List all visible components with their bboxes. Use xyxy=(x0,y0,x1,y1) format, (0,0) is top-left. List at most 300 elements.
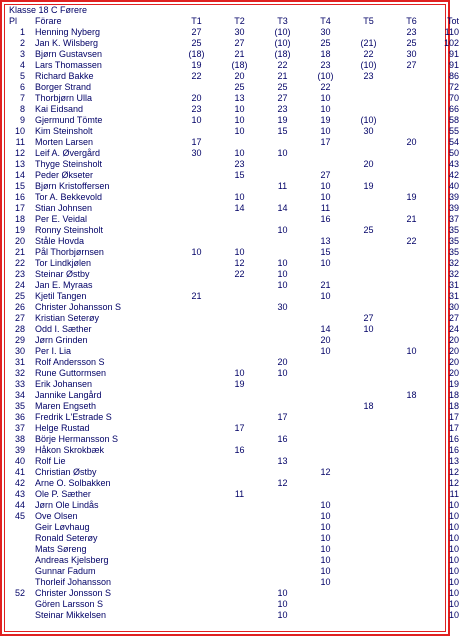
place-cell: 1 xyxy=(19,27,25,37)
t5-cell xyxy=(347,269,390,280)
t6-cell: 27 xyxy=(406,60,417,70)
table-row xyxy=(5,170,464,181)
place-cell: 52 xyxy=(14,588,25,598)
total-cell: 20 xyxy=(448,346,459,356)
place-cell xyxy=(5,566,25,577)
place-cell: 38 xyxy=(14,434,25,444)
t6-cell xyxy=(390,577,433,588)
table-row xyxy=(5,93,464,104)
t3-cell: 10 xyxy=(277,368,288,378)
t2-cell xyxy=(218,588,261,599)
place-cell: 21 xyxy=(14,247,25,257)
t5-cell xyxy=(347,445,390,456)
t3-cell: 10 xyxy=(277,225,288,235)
t3-cell: 10 xyxy=(277,610,288,620)
t2-cell xyxy=(218,544,261,555)
table-row xyxy=(5,291,464,302)
t5-cell: 22 xyxy=(363,49,374,59)
place-cell xyxy=(5,577,25,588)
total-cell: 10 xyxy=(448,555,459,565)
t2-cell xyxy=(218,302,261,313)
results-table xyxy=(5,16,464,621)
t6-cell xyxy=(390,258,433,269)
t5-cell xyxy=(347,203,390,214)
driver-name-cell: Thyge Steinsholt xyxy=(35,159,103,169)
place-cell: 15 xyxy=(14,181,25,191)
place-cell: 30 xyxy=(14,346,25,356)
table-row xyxy=(5,522,464,533)
driver-name-cell: Thorbjørn Ulla xyxy=(35,93,93,103)
table-row xyxy=(5,401,464,412)
t2-cell: 14 xyxy=(234,203,245,213)
t4-cell: 10 xyxy=(320,533,331,543)
t1-cell xyxy=(175,577,218,588)
t2-cell: 25 xyxy=(234,82,245,92)
total-cell: 91 xyxy=(448,49,459,59)
place-cell: 13 xyxy=(14,159,25,169)
table-row xyxy=(5,27,464,38)
results-document xyxy=(5,5,459,621)
t6-cell: 30 xyxy=(406,49,417,59)
t6-cell xyxy=(390,280,433,291)
place-cell: 37 xyxy=(14,423,25,433)
t1-cell xyxy=(175,544,218,555)
t2-cell: 10 xyxy=(234,104,245,114)
t5-cell xyxy=(347,236,390,247)
total-cell: 10 xyxy=(448,566,459,576)
t3-cell xyxy=(261,346,304,357)
t3-cell xyxy=(261,467,304,478)
driver-name-cell: Kai Eidsand xyxy=(35,104,84,114)
t1-cell xyxy=(175,445,218,456)
driver-name-cell: Christer Jonsson S xyxy=(35,588,112,598)
t1-cell xyxy=(175,170,218,181)
t5-cell xyxy=(347,82,390,93)
t4-cell xyxy=(304,148,347,159)
t3-cell: 14 xyxy=(277,203,288,213)
t4-cell xyxy=(304,478,347,489)
t1-cell xyxy=(175,357,218,368)
table-row xyxy=(5,566,464,577)
place-cell: 22 xyxy=(14,258,25,268)
place-cell: 40 xyxy=(14,456,25,466)
t3-cell xyxy=(261,159,304,170)
t6-cell xyxy=(390,445,433,456)
t6-cell xyxy=(390,555,433,566)
t4-cell: 16 xyxy=(320,214,331,224)
t4-cell xyxy=(304,489,347,500)
t1-cell xyxy=(175,82,218,93)
t4-cell xyxy=(304,302,347,313)
t3-cell xyxy=(261,500,304,511)
t5-cell: (21) xyxy=(360,38,377,48)
place-cell: 11 xyxy=(15,137,25,147)
t3-cell: 16 xyxy=(277,434,288,444)
t5-cell xyxy=(347,291,390,302)
total-cell: 54 xyxy=(448,137,459,147)
table-row xyxy=(5,434,464,445)
t5-cell xyxy=(347,467,390,478)
t6-cell: 20 xyxy=(406,137,417,147)
table-row xyxy=(5,49,464,60)
total-cell: 72 xyxy=(448,82,459,92)
t6-cell: 21 xyxy=(406,214,417,224)
place-cell: 4 xyxy=(19,60,25,70)
t6-cell xyxy=(390,401,433,412)
t6-cell xyxy=(390,511,433,522)
t5-cell xyxy=(347,280,390,291)
t1-cell xyxy=(175,192,218,203)
t4-cell xyxy=(304,599,347,610)
total-cell: 20 xyxy=(448,368,459,378)
driver-name-cell: Helge Rustad xyxy=(35,423,90,433)
t2-cell: 12 xyxy=(234,258,245,268)
driver-name-cell: Steinar Østby xyxy=(35,269,90,279)
place-cell: 8 xyxy=(19,104,25,114)
place-cell xyxy=(5,599,25,610)
table-row xyxy=(5,38,464,49)
table-row xyxy=(5,412,464,423)
t3-cell xyxy=(261,192,304,203)
driver-name-cell: Ove Olsen xyxy=(35,511,78,521)
t2-cell xyxy=(218,291,261,302)
table-row xyxy=(5,456,464,467)
t2-cell: 10 xyxy=(234,126,245,136)
t6-cell xyxy=(390,434,433,445)
place-cell xyxy=(5,522,25,533)
t3-cell xyxy=(261,511,304,522)
place-cell: 41 xyxy=(14,467,25,477)
place-cell: 20 xyxy=(14,236,25,246)
t3-cell: 10 xyxy=(277,280,288,290)
t2-cell xyxy=(218,324,261,335)
t1-cell xyxy=(175,368,218,379)
place-cell: 36 xyxy=(14,412,25,422)
table-row xyxy=(5,104,464,115)
t6-cell xyxy=(390,126,433,137)
place-cell xyxy=(5,610,25,621)
place-cell: 7 xyxy=(19,93,25,103)
t6-cell: 22 xyxy=(406,236,417,246)
t6-cell xyxy=(390,313,433,324)
t4-cell: 13 xyxy=(320,236,331,246)
t3-cell xyxy=(261,335,304,346)
t1-cell xyxy=(175,159,218,170)
table-row xyxy=(5,258,464,269)
t3-cell: 10 xyxy=(277,269,288,279)
driver-name-cell: Ronny Steinsholt xyxy=(35,225,104,235)
table-row xyxy=(5,71,464,82)
t6-cell xyxy=(390,291,433,302)
t5-cell xyxy=(347,566,390,577)
table-row xyxy=(5,159,464,170)
t1-cell xyxy=(175,489,218,500)
t5-cell: 20 xyxy=(363,159,374,169)
table-row xyxy=(5,511,464,522)
t6-cell: 19 xyxy=(406,192,417,202)
total-cell: 16 xyxy=(448,434,459,444)
t1-cell xyxy=(175,181,218,192)
t3-cell xyxy=(261,236,304,247)
t3-cell xyxy=(261,291,304,302)
table-row xyxy=(5,203,464,214)
t4-cell: 21 xyxy=(320,280,331,290)
t2-cell xyxy=(218,401,261,412)
total-cell: 102 xyxy=(443,38,459,48)
t5-cell xyxy=(347,544,390,555)
t5-cell xyxy=(347,577,390,588)
total-cell: 17 xyxy=(448,412,459,422)
t6-cell xyxy=(390,247,433,258)
place-cell: 33 xyxy=(14,379,25,389)
table-row xyxy=(5,313,464,324)
t4-cell xyxy=(304,588,347,599)
driver-name-cell: Geir Løvhaug xyxy=(35,522,90,532)
driver-name-cell: Ståle Hovda xyxy=(35,236,85,246)
driver-name-cell: Per E. Veidal xyxy=(35,214,88,224)
total-cell: 12 xyxy=(448,478,459,488)
t3-cell: 10 xyxy=(277,588,288,598)
driver-name-cell: Jørn Grinden xyxy=(35,335,88,345)
t5-cell xyxy=(347,148,390,159)
total-cell: 10 xyxy=(448,522,459,532)
header-t1: T1 xyxy=(191,16,202,26)
table-row xyxy=(5,236,464,247)
t5-cell xyxy=(347,500,390,511)
header-total: Tot xyxy=(446,16,459,26)
place-cell: 29 xyxy=(14,335,25,345)
t4-cell: 17 xyxy=(320,137,331,147)
t6-cell: 10 xyxy=(406,346,417,356)
total-cell: 32 xyxy=(448,269,459,279)
t4-cell: 30 xyxy=(320,27,331,37)
driver-name-cell: Tor Lindkjølen xyxy=(35,258,92,268)
t2-cell xyxy=(218,390,261,401)
t6-cell xyxy=(390,379,433,390)
t5-cell xyxy=(347,357,390,368)
t2-cell: 10 xyxy=(234,115,245,125)
total-cell: 31 xyxy=(448,291,459,301)
total-cell: 35 xyxy=(448,236,459,246)
total-cell: 40 xyxy=(448,181,459,191)
t1-cell: 10 xyxy=(191,115,202,125)
table-row xyxy=(5,544,464,555)
t5-cell: 25 xyxy=(363,225,374,235)
total-cell: 10 xyxy=(448,511,459,521)
driver-name-cell: Fredrik L'Estrade S xyxy=(35,412,112,422)
t4-cell: 23 xyxy=(320,60,331,70)
table-row xyxy=(5,478,464,489)
t4-cell xyxy=(304,445,347,456)
t4-cell xyxy=(304,159,347,170)
t6-cell xyxy=(390,71,433,82)
driver-name-cell: Kim Steinsholt xyxy=(35,126,93,136)
place-cell: 14 xyxy=(14,170,25,180)
t3-cell: 23 xyxy=(277,104,288,114)
t5-cell xyxy=(347,489,390,500)
t6-cell xyxy=(390,566,433,577)
t5-cell xyxy=(347,368,390,379)
total-cell: 17 xyxy=(448,423,459,433)
t4-cell: 22 xyxy=(320,82,331,92)
table-row xyxy=(5,390,464,401)
t5-cell: 27 xyxy=(363,313,374,323)
t2-cell xyxy=(218,346,261,357)
t6-cell xyxy=(390,544,433,555)
header-t4: T4 xyxy=(320,16,331,26)
t6-cell xyxy=(390,533,433,544)
t6-cell xyxy=(390,467,433,478)
driver-name-cell: Morten Larsen xyxy=(35,137,94,147)
t5-cell xyxy=(347,192,390,203)
total-cell: 30 xyxy=(448,302,459,312)
t1-cell xyxy=(175,269,218,280)
t4-cell: 10 xyxy=(320,511,331,521)
place-cell: 12 xyxy=(14,148,25,158)
total-cell: 35 xyxy=(448,225,459,235)
t2-cell xyxy=(218,137,261,148)
table-row xyxy=(5,82,464,93)
t6-cell xyxy=(390,115,433,126)
t2-cell xyxy=(218,313,261,324)
t3-cell xyxy=(261,390,304,401)
total-cell: 110 xyxy=(444,27,459,37)
t1-cell xyxy=(175,478,218,489)
t1-cell xyxy=(175,390,218,401)
t3-cell: 27 xyxy=(277,93,288,103)
total-cell: 43 xyxy=(448,159,459,169)
t4-cell: 10 xyxy=(320,126,331,136)
t1-cell xyxy=(175,423,218,434)
t3-cell: (10) xyxy=(274,38,291,48)
t2-cell xyxy=(218,533,261,544)
t6-cell xyxy=(390,423,433,434)
total-cell: 18 xyxy=(448,401,459,411)
t3-cell: 10 xyxy=(277,599,288,609)
t2-cell: 19 xyxy=(234,379,245,389)
t2-cell xyxy=(218,467,261,478)
t1-cell xyxy=(175,610,218,621)
t4-cell xyxy=(304,456,347,467)
t2-cell: 30 xyxy=(234,27,245,37)
t3-cell: 10 xyxy=(277,258,288,268)
driver-name-cell: Thorleif Johansson xyxy=(35,577,112,587)
driver-name-cell: Mats Søreng xyxy=(35,544,87,554)
t1-cell: 10 xyxy=(191,247,202,257)
table-row xyxy=(5,368,464,379)
driver-name-cell: Gunnar Fadum xyxy=(35,566,96,576)
total-cell: 39 xyxy=(448,192,459,202)
table-row xyxy=(5,588,464,599)
total-cell: 10 xyxy=(448,610,459,620)
place-cell: 10 xyxy=(14,126,25,136)
t6-cell xyxy=(390,302,433,313)
t3-cell: 20 xyxy=(277,357,288,367)
t2-cell xyxy=(218,214,261,225)
place-cell: 27 xyxy=(14,313,25,323)
table-row xyxy=(5,423,464,434)
total-cell: 32 xyxy=(448,258,459,268)
driver-name-cell: Bjørn Kristoffersen xyxy=(35,181,110,191)
place-cell: 25 xyxy=(14,291,25,301)
total-cell: 39 xyxy=(448,203,459,213)
t4-cell: 10 xyxy=(320,104,331,114)
t3-cell xyxy=(261,137,304,148)
table-row xyxy=(5,335,464,346)
header-t2: T2 xyxy=(234,16,245,26)
page-title: Klasse 18 C Førere xyxy=(9,5,88,15)
driver-name-cell: Borger Strand xyxy=(35,82,92,92)
t1-cell xyxy=(175,225,218,236)
t5-cell xyxy=(347,104,390,115)
t4-cell: 25 xyxy=(320,38,331,48)
table-row xyxy=(5,181,464,192)
t4-cell xyxy=(304,610,347,621)
table-row xyxy=(5,148,464,159)
table-row xyxy=(5,126,464,137)
place-cell: 28 xyxy=(14,324,25,334)
t6-cell xyxy=(390,489,433,500)
t3-cell xyxy=(261,577,304,588)
total-cell: 18 xyxy=(448,390,459,400)
t3-cell: 12 xyxy=(277,478,288,488)
t4-cell xyxy=(304,434,347,445)
t6-cell xyxy=(390,104,433,115)
place-cell: 17 xyxy=(14,203,25,213)
t1-cell xyxy=(175,313,218,324)
driver-name-cell: Börje Hermansson S xyxy=(35,434,119,444)
t2-cell: 22 xyxy=(234,269,245,279)
t6-cell xyxy=(390,82,433,93)
t3-cell xyxy=(261,489,304,500)
t4-cell: 10 xyxy=(320,181,331,191)
t3-cell xyxy=(261,566,304,577)
place-cell: 32 xyxy=(14,368,25,378)
place-cell: 23 xyxy=(14,269,25,279)
t3-cell xyxy=(261,555,304,566)
t2-cell: (18) xyxy=(231,60,248,70)
header-row xyxy=(5,16,464,27)
place-cell: 39 xyxy=(14,445,25,455)
driver-name-cell: Jannike Langård xyxy=(35,390,102,400)
t1-cell xyxy=(175,324,218,335)
t3-cell: 19 xyxy=(277,115,288,125)
total-cell: 24 xyxy=(448,324,459,334)
t5-cell xyxy=(347,258,390,269)
t1-cell xyxy=(175,555,218,566)
t3-cell: 11 xyxy=(277,181,288,191)
t4-cell xyxy=(304,269,347,280)
t1-cell: 19 xyxy=(191,60,202,70)
t1-cell xyxy=(175,335,218,346)
place-cell: 9 xyxy=(19,115,25,125)
t5-cell: 30 xyxy=(363,126,374,136)
driver-name-cell: Leif A. Øvergård xyxy=(35,148,101,158)
t5-cell xyxy=(347,302,390,313)
t6-cell xyxy=(390,610,433,621)
total-cell: 37 xyxy=(448,214,459,224)
t3-cell xyxy=(261,379,304,390)
total-cell: 10 xyxy=(448,588,459,598)
t2-cell: 21 xyxy=(234,49,245,59)
t4-cell: 10 xyxy=(320,258,331,268)
t3-cell: 13 xyxy=(277,456,288,466)
t6-cell xyxy=(390,522,433,533)
t1-cell xyxy=(175,203,218,214)
t1-cell: 25 xyxy=(191,38,202,48)
t4-cell: (10) xyxy=(317,71,334,81)
table-row xyxy=(5,137,464,148)
